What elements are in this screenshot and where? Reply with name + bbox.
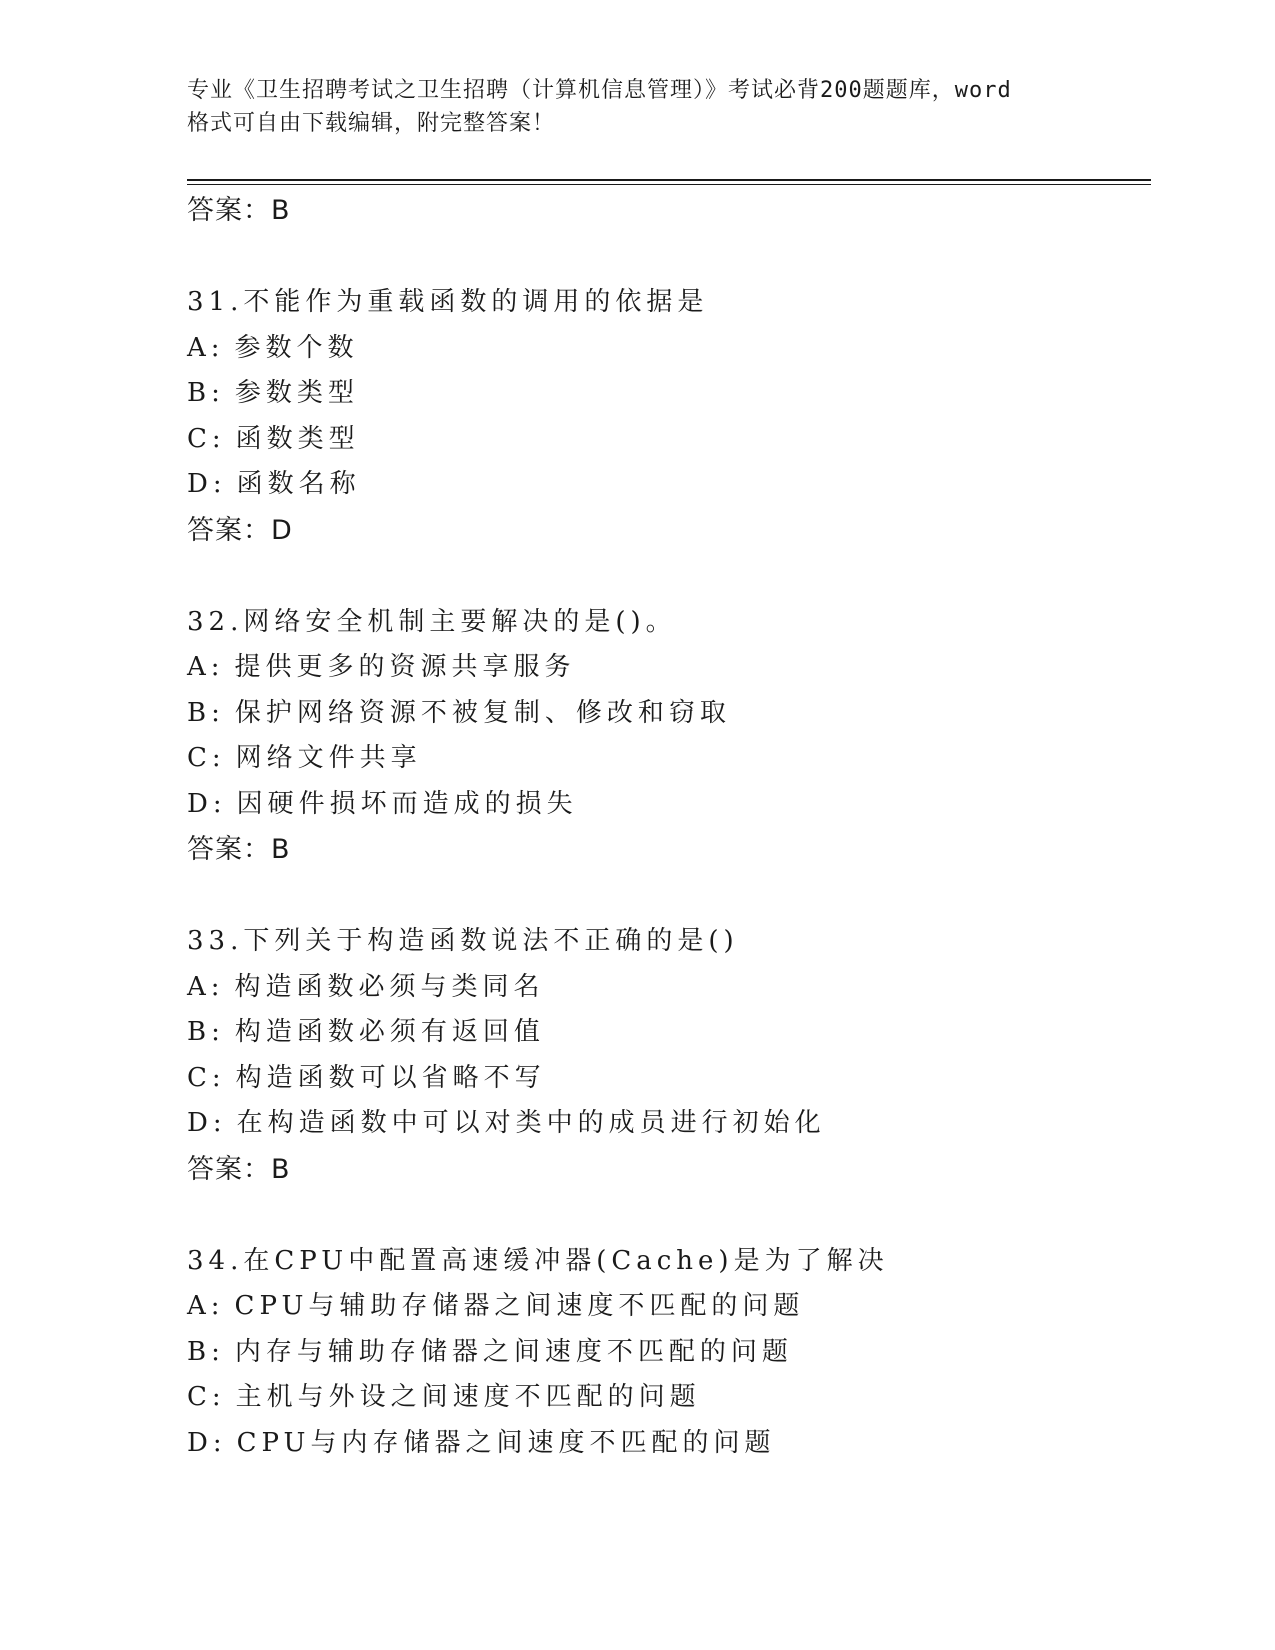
option-b: [187, 691, 1147, 737]
answer-value: B: [271, 834, 291, 865]
option-text: 因硬件损坏而造成的损失: [236, 788, 578, 819]
question-answer: [187, 1147, 1147, 1193]
answer-label: 答案：: [187, 834, 271, 865]
option-key: B:: [187, 1017, 225, 1047]
option-text: 网络文件共享: [235, 743, 422, 773]
question-title: 34.在CPU中配置高速缓冲器(Cache)是为了解决: [187, 1245, 889, 1276]
question-answer: [187, 508, 1147, 554]
question-31: [187, 280, 1147, 554]
answer-label: 答案：: [187, 195, 271, 226]
option-d: [187, 1421, 1147, 1467]
option-text: 保护网络资源不被复制、修改和窃取: [234, 697, 731, 728]
option-d: [187, 782, 1147, 828]
option-text: 函数类型: [235, 423, 360, 454]
option-key: C:: [187, 423, 226, 454]
option-key: B:: [187, 697, 225, 728]
answer-value: D: [271, 514, 293, 546]
option-text: 参数类型: [234, 378, 359, 408]
option-a: [187, 326, 1147, 372]
answer-value: B: [271, 1153, 291, 1185]
option-b: [187, 1330, 1147, 1376]
option-text: 构造函数必须有返回值: [234, 1017, 545, 1047]
question-32: [187, 600, 1147, 874]
option-key: C:: [187, 1062, 226, 1093]
answer-label: 答案：: [187, 1153, 271, 1185]
header-divider-thick: [187, 179, 1151, 181]
option-key: D:: [187, 1427, 227, 1458]
option-text: 内存与辅助存储器之间速度不匹配的问题: [234, 1336, 793, 1367]
answer-value: B: [271, 195, 291, 226]
option-text: 主机与外设之间速度不匹配的问题: [235, 1382, 701, 1412]
option-c: [187, 1375, 1147, 1421]
option-b: [187, 371, 1147, 417]
option-text: 构造函数可以省略不写: [235, 1062, 546, 1093]
option-key: A:: [187, 971, 225, 1002]
option-c: [187, 736, 1147, 782]
option-key: A:: [187, 1291, 225, 1321]
question-title: 33.下列关于构造函数说法不正确的是(): [187, 926, 739, 956]
option-text: 提供更多的资源共享服务: [234, 652, 576, 682]
option-key: B:: [187, 1336, 225, 1367]
previous-answer: [187, 188, 1147, 234]
header-line-2: 格式可自由下载编辑，附完整答案！: [187, 111, 556, 136]
question-title: 32.网络安全机制主要解决的是()。: [187, 606, 677, 637]
option-key: C:: [187, 743, 226, 773]
option-text: CPU与内存储器之间速度不匹配的问题: [236, 1427, 776, 1458]
option-a: [187, 645, 1147, 691]
option-text: 构造函数必须与类同名: [234, 971, 545, 1002]
option-text: 函数名称: [236, 469, 361, 499]
option-a: [187, 1284, 1147, 1330]
option-key: B:: [187, 378, 225, 408]
option-c: [187, 1056, 1147, 1102]
option-text: 在构造函数中可以对类中的成员进行初始化: [236, 1108, 826, 1138]
header-divider-thin: [187, 184, 1151, 185]
option-c: [187, 417, 1147, 463]
option-text: 参数个数: [234, 332, 359, 363]
question-34: [187, 1239, 1147, 1467]
option-key: C:: [187, 1382, 226, 1412]
question-list: [187, 188, 1147, 1512]
option-key: D:: [187, 788, 227, 819]
option-d: [187, 462, 1147, 508]
option-a: [187, 965, 1147, 1011]
document-header: [187, 74, 1087, 140]
option-b: [187, 1010, 1147, 1056]
question-title: 31.不能作为重载函数的调用的依据是: [187, 287, 709, 317]
answer-label: 答案：: [187, 514, 271, 546]
option-text: CPU与辅助存储器之间速度不匹配的问题: [234, 1291, 805, 1321]
option-key: D:: [187, 469, 227, 499]
header-line-1: 专业《卫生招聘考试之卫生招聘（计算机信息管理）》考试必背200题题库，word: [187, 78, 1012, 103]
option-d: [187, 1101, 1147, 1147]
option-key: A:: [187, 652, 225, 682]
option-key: D:: [187, 1108, 227, 1138]
option-key: A:: [187, 332, 225, 363]
question-33: [187, 919, 1147, 1193]
question-answer: [187, 827, 1147, 873]
